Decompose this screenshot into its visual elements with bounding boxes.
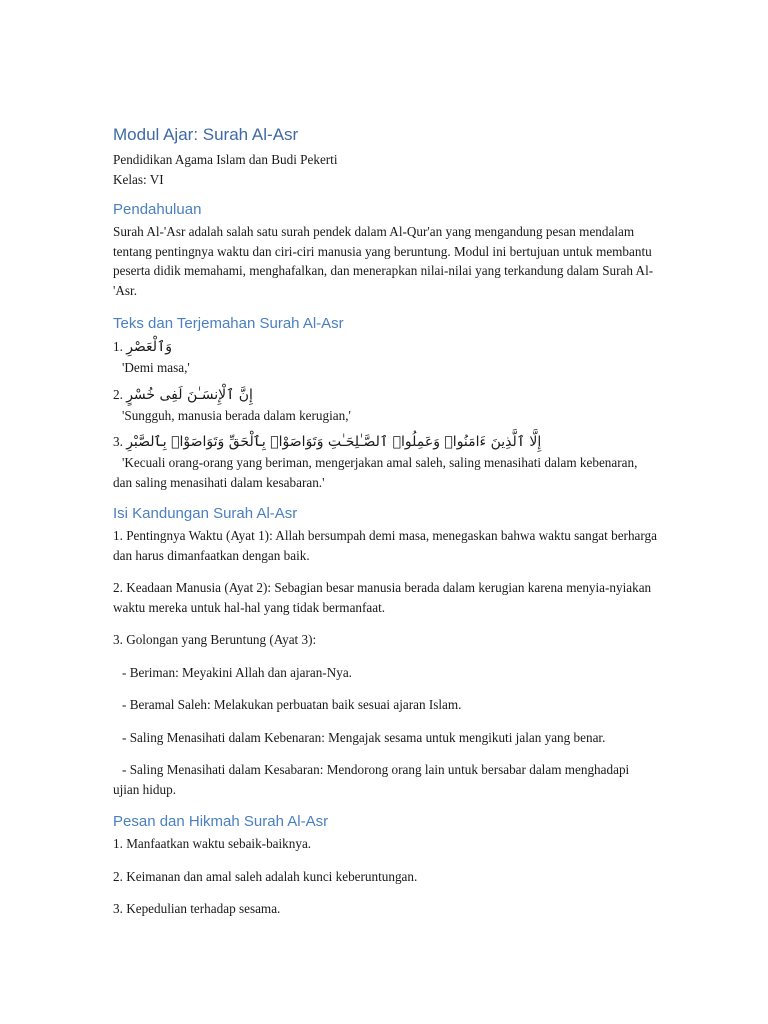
class-line: Kelas: VI (113, 172, 164, 187)
content-subpoint: - Saling Menasihati dalam Kebenaran: Mengajak sesama untuk mengikuti jalan yang benar. (122, 729, 606, 745)
verse-number: 2. (113, 386, 123, 402)
verse-arabic: إِلَّا ٱلَّذِينَ ءَامَنُوا۟ وَعَمِلُوا۟ ٱلصَّـٰلِحَـٰتِ وَتَوَاصَوْا۟ بِٱلْحَقِّ وَتَوَاصَوْا۟ بِٱلصَّبْرِ (126, 434, 542, 450)
content-subpoint: - Beramal Saleh: Melakukan perbuatan baik sesuai ajaran Islam. (122, 697, 462, 712)
verse-number: 1. (113, 339, 123, 354)
verse-arabic: وَٱلْعَصْرِ (126, 339, 173, 355)
verse-3 (113, 431, 658, 453)
lesson-item: 2. Keimanan dan amal saleh adalah kunci keberuntungan. (113, 868, 418, 884)
lesson-item: 1. Manfaatkan waktu sebaik-baiknya. (113, 836, 312, 851)
verse-arabic: إِنَّ ٱلْإِنسَـٰنَ لَفِى خُسْرٍ (126, 386, 253, 403)
document-content (113, 124, 658, 932)
verse-translation: 'Demi masa,' (122, 360, 190, 375)
verse-translation: 'Kecuali orang-orang yang beriman, mengerjakan amal saleh, saling menasihati dalam kebenaran, dan saling menasihati dalam kesabaran.' (113, 455, 638, 490)
content-subpoint: - Saling Menasihati dalam Kesabaran: Mendorong orang lain untuk bersabar dalam menghadapi ujian hidup. (113, 762, 630, 797)
content-point-2: 2. Keadaan Manusia (Ayat 2): Sebagian besar manusia berada dalam kerugian karena menyia-nyiakan waktu mereka untuk hal-hal yang tidak bermanfaat. (113, 580, 652, 615)
subject-line: Pendidikan Agama Islam dan Budi Pekerti (113, 152, 338, 167)
content-section-heading: Isi Kandungan Surah Al-Asr (113, 505, 298, 522)
content-point-3: 3. Golongan yang Beruntung (Ayat 3): (113, 632, 317, 647)
verse-translation: 'Sungguh, manusia berada dalam kerugian,' (122, 407, 351, 423)
lesson-item: 3. Kepedulian terhadap sesama. (113, 901, 281, 916)
verse-2 (113, 384, 658, 406)
lesson-section-heading: Pesan dan Hikmah Surah Al-Asr (113, 813, 329, 830)
document-title: Modul Ajar: Surah Al-Asr (113, 125, 299, 144)
intro-heading: Pendahuluan (113, 201, 202, 218)
content-point-1: 1. Pentingnya Waktu (Ayat 1): Allah bersumpah demi masa, menegaskan bahwa waktu sangat berharga dan harus dimanfaatkan dengan baik. (113, 528, 658, 563)
verse-1 (113, 336, 658, 358)
content-subpoint: - Beriman: Meyakini Allah dan ajaran-Nya. (122, 664, 352, 680)
verse-number: 3. (113, 434, 123, 449)
text-section-heading: Teks dan Terjemahan Surah Al-Asr (113, 315, 344, 332)
intro-paragraph: Surah Al-'Asr adalah salah satu surah pendek dalam Al-Qur'an yang mengandung pesan mendalam tentang pentingnya waktu dan ciri-ciri manusia yang beruntung. Modul ini bertujuan untuk membantu peserta didik memahami, menghafalkan, dan menerapkan nilai-nilai yang terkandung dalam Surah Al-'Asr. (113, 224, 654, 298)
